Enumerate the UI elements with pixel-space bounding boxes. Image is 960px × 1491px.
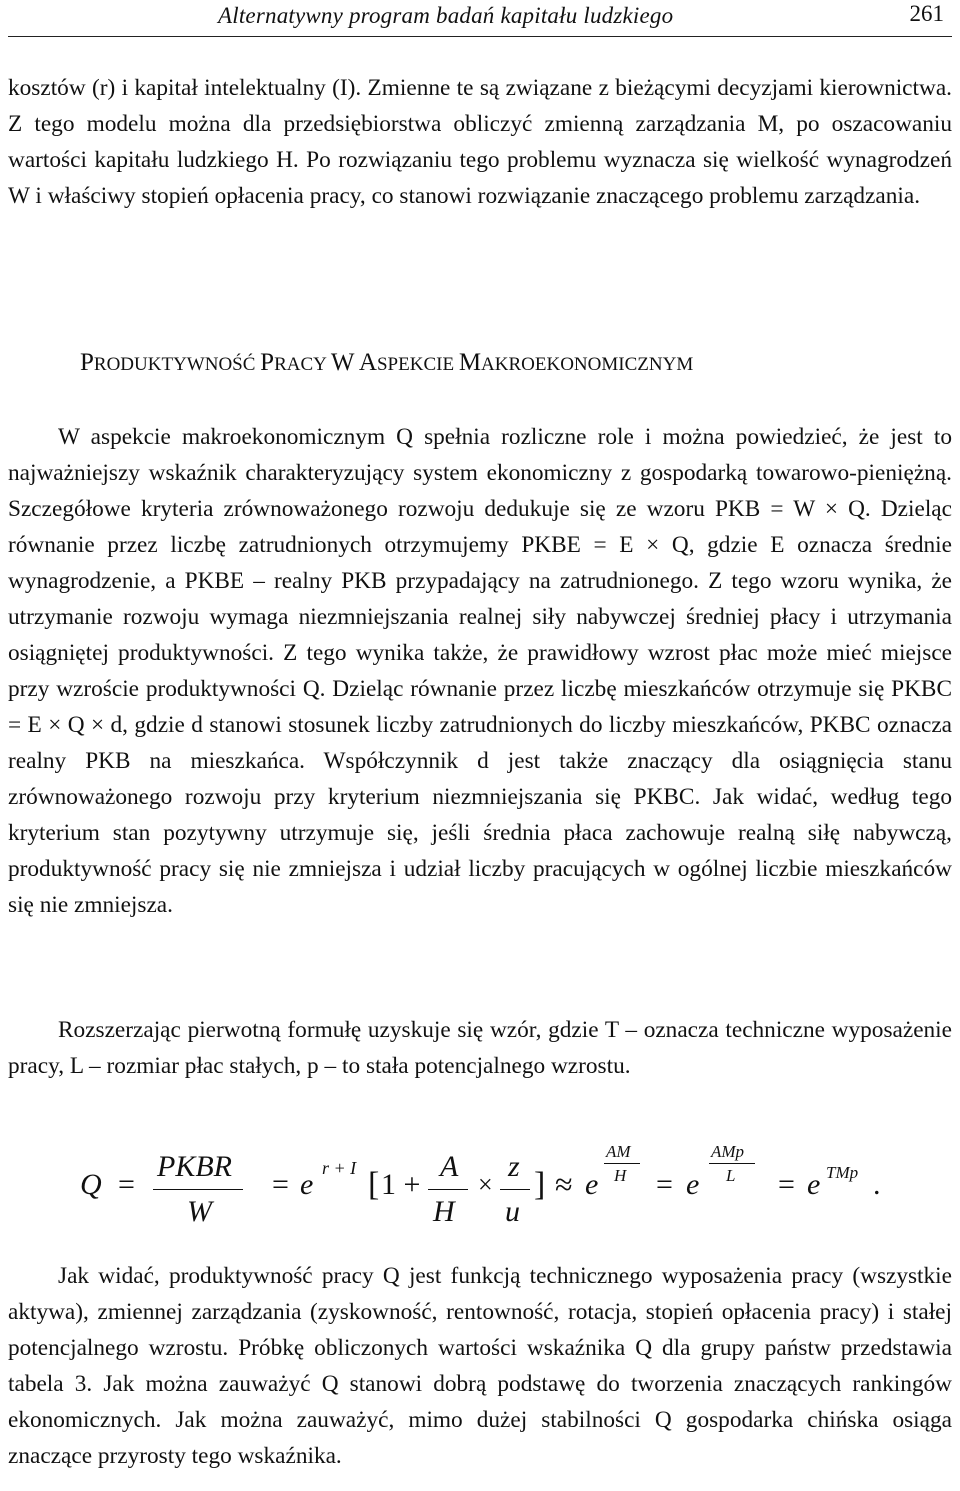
fraction-bar — [428, 1189, 468, 1190]
formula-Q: Q — [80, 1168, 102, 1201]
formula-e: e — [585, 1168, 599, 1201]
heading-cap: P — [80, 349, 94, 376]
heading-cap: M — [458, 349, 482, 376]
heading-cap: A — [358, 349, 377, 376]
productivity-formula — [0, 1138, 960, 1248]
formula-exponent-l: L — [726, 1166, 736, 1185]
heading-cap: W — [330, 349, 359, 376]
formula-e: e — [300, 1168, 314, 1201]
formula-denominator-w: W — [187, 1195, 212, 1228]
exponent-fraction-bar — [604, 1163, 640, 1164]
fraction-bar — [500, 1189, 530, 1190]
formula-one-plus: 1 + — [381, 1168, 421, 1201]
formula-numerator-z: z — [508, 1150, 520, 1183]
heading-cap: P — [260, 349, 275, 376]
formula-left-bracket: [ — [368, 1166, 380, 1203]
paragraph-3: Rozszerzając pierwotną formułę uzyskuje się wzór, gdzie T – oznacza techniczne wyposażenie pracy, L – rozmiar płac stałych, p – to stała potencjalnego wzrostu. — [8, 1017, 952, 1079]
formula-equals: = — [778, 1168, 795, 1201]
fraction-bar — [153, 1189, 243, 1190]
formula-e: e — [807, 1168, 821, 1201]
exponent-fraction-bar — [709, 1163, 755, 1164]
formula-times: × — [478, 1170, 493, 1199]
paragraph-1: kosztów (r) i kapitał intelektualny (I). Zmienne te są związane z bieżącymi decyzjami kierownictwa. Z tego modelu można dla przedsiębiorstwa obliczyć zmienną zarządzania M, po oszacowaniu wartości kapitału ludzkiego H. Po rozwiązaniu tego problemu wyznacza się wielkość wynagrodzeń W i właściwy stopień opłacenia pracy, co stanowi rozwiązanie znaczącego problemu zarządzania. — [8, 75, 952, 209]
formula-numerator-pkbr: PKBR — [157, 1150, 232, 1183]
header-rule — [8, 36, 952, 37]
formula-equals: = — [656, 1168, 673, 1201]
formula-period: . — [873, 1168, 881, 1201]
formula-numerator-a: A — [440, 1150, 459, 1183]
page-number: 261 — [909, 1, 944, 26]
formula-approx: ≈ — [555, 1166, 573, 1202]
formula-e: e — [686, 1168, 700, 1201]
heading-smallcaps: AKROEKONOMICZNYM — [481, 354, 694, 375]
paragraph-2: W aspekcie makroekonomicznym Q spełnia rozliczne role i można powiedzieć, że jest to najważniejszy wskaźnik charakteryzujący system ekonomiczny z gospodarką towarowo-pieniężną. Szczegółowe kryteria zrównoważonego rozwoju dedukuje się ze wzoru PKB = W × Q. Dzieląc równanie przez liczbę zatrudnionych otrzymujemy PKBE = E × Q, gdzie E oznacza średnie wynagrodzenie, a PKBE – realny PKB przypadający na zatrudnionego. Z tego wzoru wynika, że utrzymanie rozwoju wymaga niezmniejszania realnej siły nabywczej średniej płacy i utrzymania osiągniętej produktywności. Z tego wynika także, że prawidłowy wzrost płac może mieć miejsce przy wzroście produktywności Q. Dzieląc równanie przez liczbę mieszkańców otrzymuje się PKBC = E × Q × d, gdzie d stanowi stosunek liczby zatrudnionych do liczby mieszkańców, PKBC oznacza realny PKB na mieszkańca. Współczynnik d jest także znaczący dla osiągnięcia stanu zrównoważonego rozwoju przy kryterium niezmniejszania się PKBC. Jak widać, według tego kryterium stan pozytywny utrzymuje się, jeśli średnia płaca zachowuje realną siłę nabywczą, produktywność pracy się nie zmniejsza i udział liczby pracujących w ogólnej liczbie mieszkańców się nie zmniejsza. — [8, 424, 952, 918]
formula-denominator-h: H — [433, 1195, 455, 1228]
heading-smallcaps: RACY — [274, 354, 331, 375]
running-header-title: Alternatywny program badań kapitału ludzkiego — [218, 3, 674, 28]
heading-smallcaps: SPEKCIE — [376, 354, 459, 375]
formula-exponent-am: AM — [606, 1142, 631, 1161]
formula-equals: = — [272, 1168, 289, 1201]
formula-exponent-tmp: TMp — [826, 1163, 859, 1182]
formula-exponent-amp: AMp — [711, 1142, 745, 1161]
formula-equals: = — [118, 1168, 135, 1201]
heading-smallcaps: RODUKTYWNOŚĆ — [93, 354, 261, 375]
formula-denominator-u: u — [505, 1195, 520, 1228]
running-header — [0, 0, 960, 44]
formula-right-bracket: ] — [534, 1166, 546, 1203]
formula-exponent-r-plus-i: r + I — [322, 1158, 357, 1178]
formula-exponent-h: H — [614, 1166, 627, 1185]
section-heading — [80, 349, 693, 377]
paragraph-4: Jak widać, produktywność pracy Q jest funkcją technicznego wyposażenia pracy (wszystkie aktywa), zmiennej zarządzania (zyskowność, rentowność, rotacja, stopień opłacenia pracy) i stałej potencjalnego wzrostu. Próbkę obliczonych wartości wskaźnika Q dla grupy państw przedstawia tabela 3. Jak można zauważyć Q stanowi dobrą podstawę do tworzenia znaczących rankingów ekonomicznych. Jak można zauważyć, mimo dużej stabilności Q gospodarka chińska osiąga znaczące przyrosty tego wskaźnika. — [8, 1263, 952, 1469]
